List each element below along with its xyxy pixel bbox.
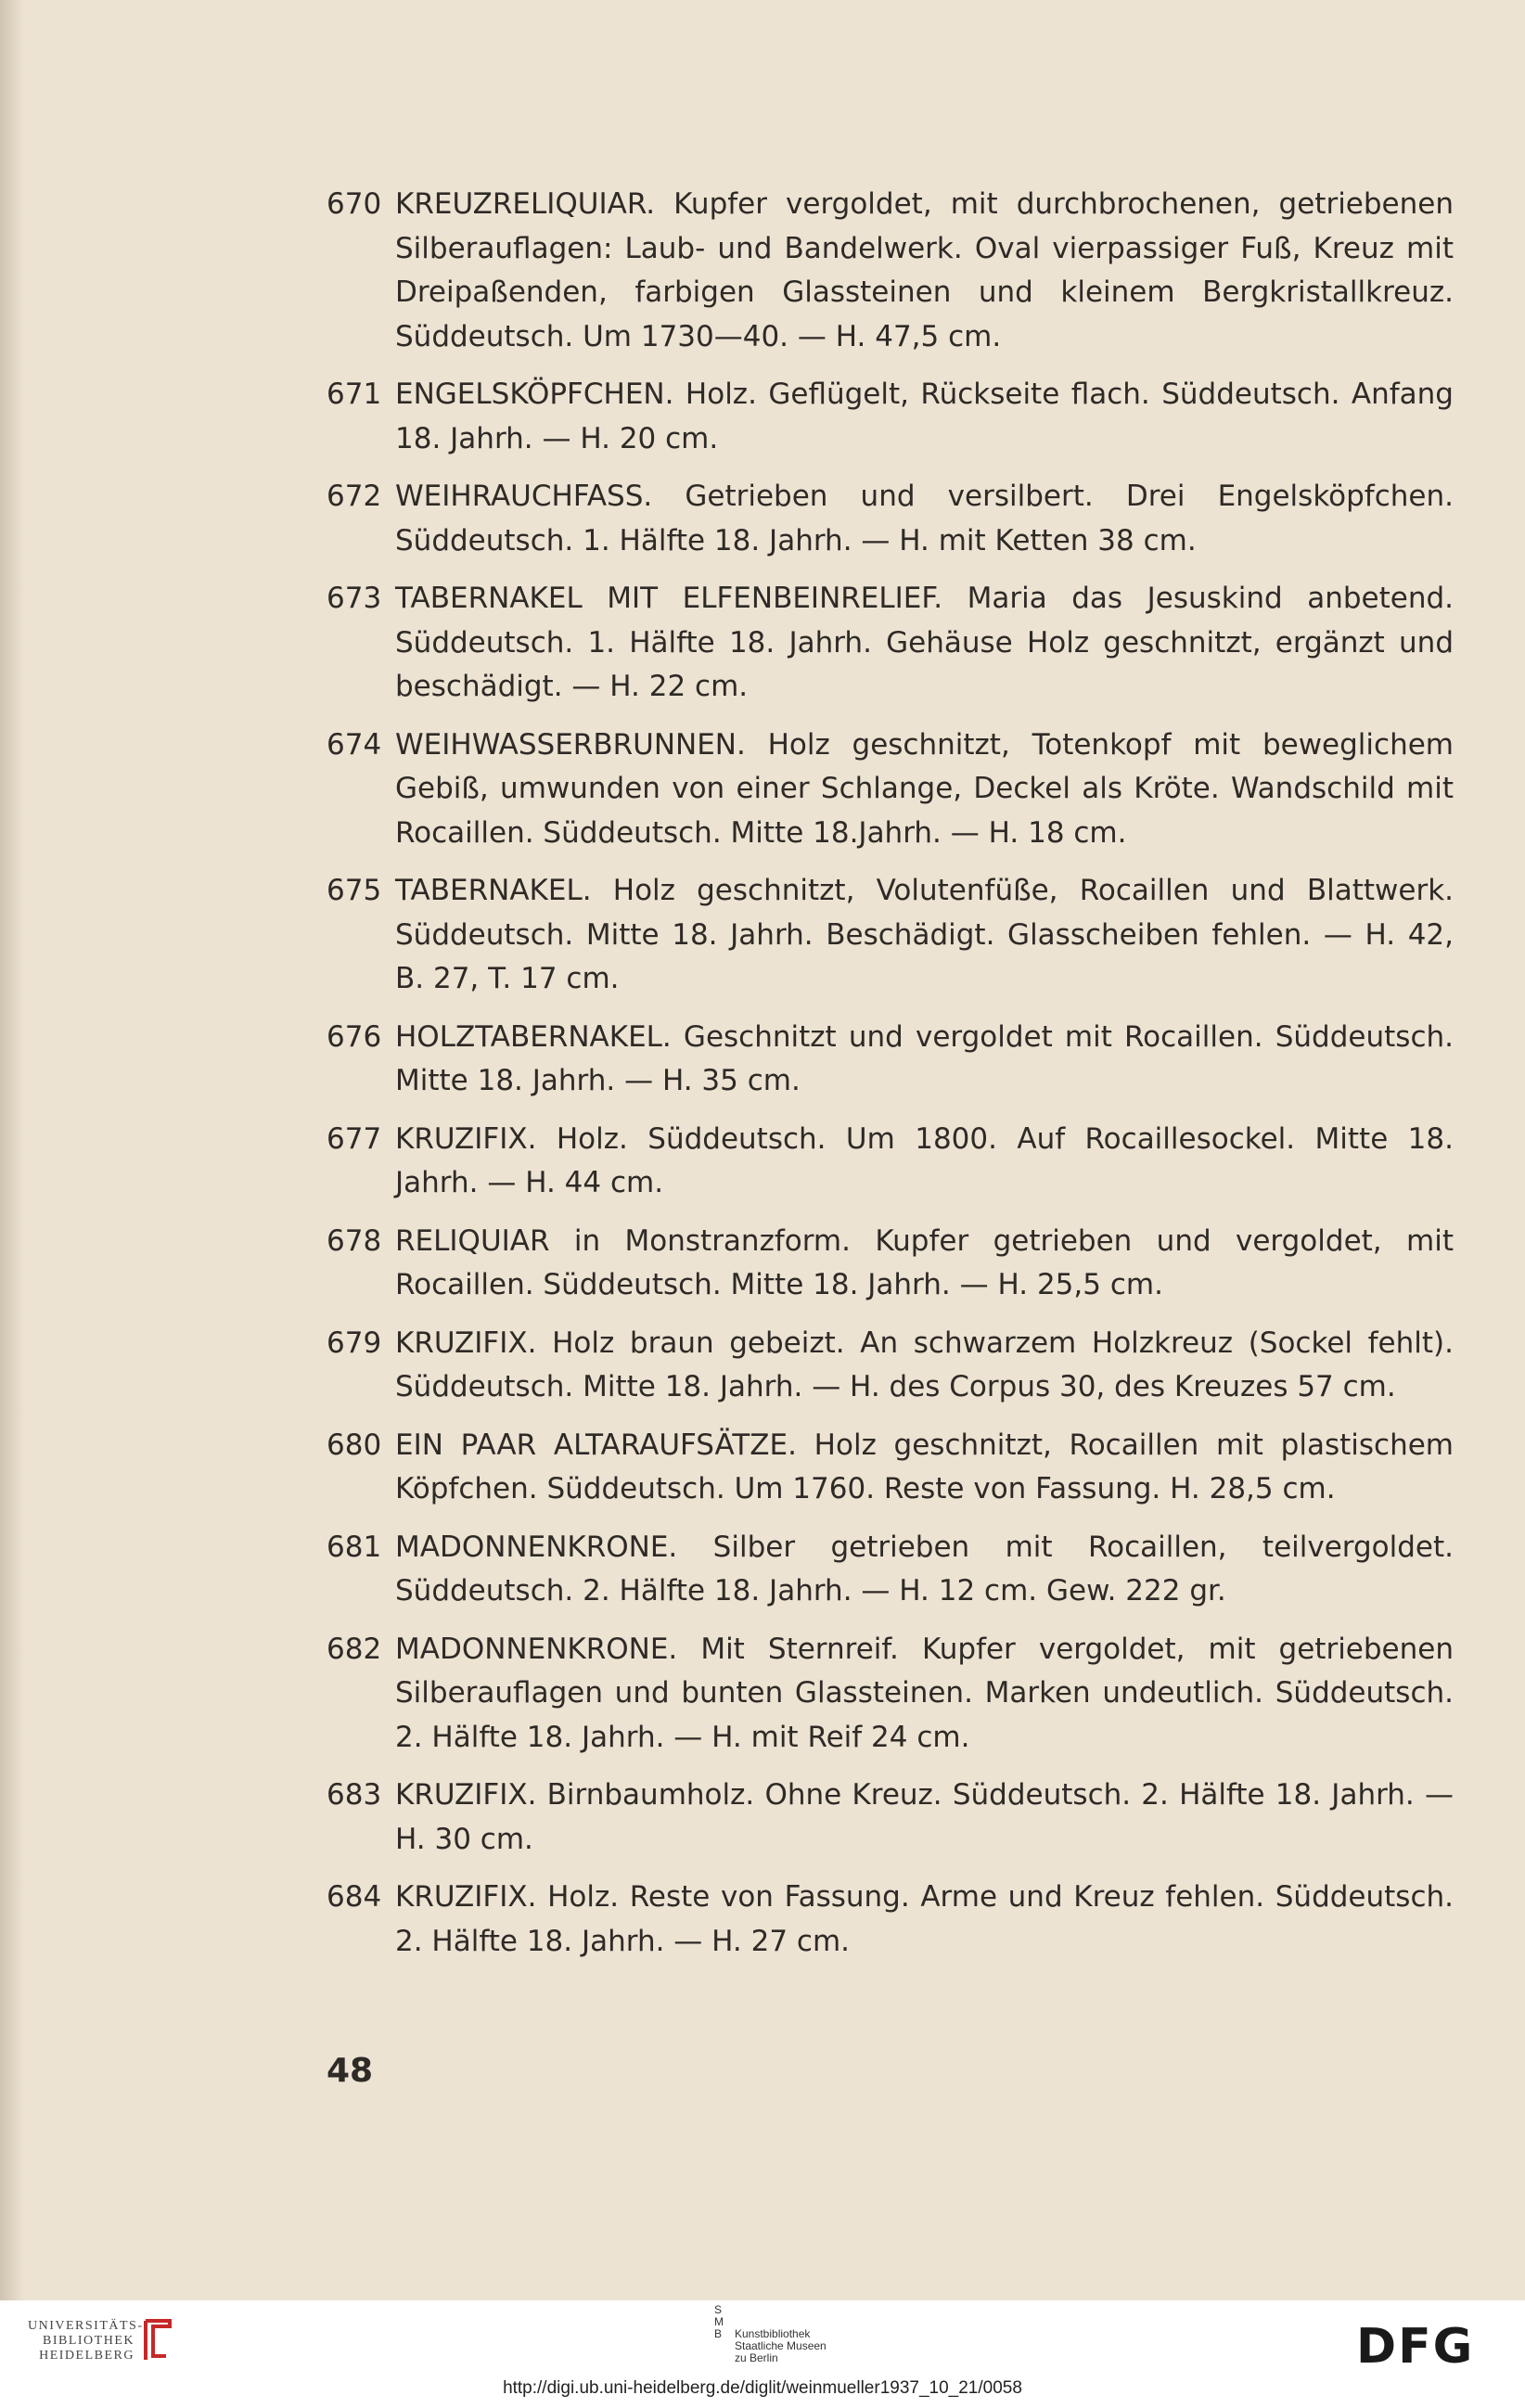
page-number: 48 [327, 2052, 374, 2090]
entry-number: 684 [327, 1880, 382, 1914]
entry-number: 670 [327, 187, 382, 221]
page-edge-shadow [0, 0, 24, 2300]
catalog-entry [327, 183, 1454, 359]
catalog-entry [327, 1016, 1454, 1104]
heidelberg-logo-icon [142, 2313, 175, 2363]
catalog-entry [327, 1220, 1454, 1308]
entry-text: KREUZRELIQUIAR. Kupfer vergoldet, mit durchbrochenen, getriebenen Silberauflagen: Laub- und Bandelwerk. Oval vierpassiger Fuß, Kreuz mit Dreipaßenden, farbigen Glassteinen und kleinem Bergkristallkreuz. Süddeutsch. Um 1730—40. — H. 47,5 cm. [395, 187, 1454, 353]
entry-text: EIN PAAR ALTARAUFSÄTZE. Holz geschnitzt, Rocaillen mit plastischem Köpfchen. Süddeutsch. Um 1760. Reste von Fassung. H. 28,5 cm. [395, 1428, 1454, 1505]
entry-number: 679 [327, 1326, 382, 1360]
dfg-logo: DFG [1356, 2319, 1475, 2375]
entry-number: 682 [327, 1632, 382, 1666]
smb-line-1: Kunstbibliothek [735, 2327, 811, 2340]
footer-url-link[interactable]: http://digi.ub.uni-heidelberg.de/diglit/weinmueller1937_10_21/0058 [503, 2378, 1022, 2398]
heidelberg-university-library-logo-text [28, 2319, 144, 2363]
entry-number: 673 [327, 582, 382, 615]
entry-text: TABERNAKEL. Holz geschnitzt, Volutenfüße, Rocaillen und Blattwerk. Süddeutsch. Mitte 18. Jahrh. Beschädigt. Glasscheiben fehlen. — H. 42, B. 27, T. 17 cm. [395, 874, 1454, 995]
entry-number: 681 [327, 1530, 382, 1564]
university-line-3: HEIDELBERG [39, 2349, 135, 2363]
entry-number: 675 [327, 874, 382, 907]
entry-text: KRUZIFIX. Holz. Reste von Fassung. Arme und Kreuz fehlen. Süddeutsch. 2. Hälfte 18. Jahrh. — H. 27 cm. [395, 1880, 1454, 1958]
entry-text: RELIQUIAR in Monstranzform. Kupfer getrieben und vergoldet, mit Rocaillen. Süddeutsch. Mitte 18. Jahrh. — H. 25,5 cm. [395, 1223, 1454, 1301]
entry-number: 671 [327, 378, 382, 411]
catalog-entry [327, 475, 1454, 563]
entry-text: WEIHRAUCHFASS. Getrieben und versilbert. Drei Engelsköpfchen. Süddeutsch. 1. Hälfte 18. Jahrh. — H. mit Ketten 38 cm. [395, 480, 1454, 557]
entry-text: TABERNAKEL MIT ELFENBEINRELIEF. Maria das Jesuskind anbetend. Süddeutsch. 1. Hälfte 18. Jahrh. Gehäuse Holz geschnitzt, ergänzt und beschädigt. — H. 22 cm. [395, 582, 1454, 703]
entry-text: KRUZIFIX. Holz braun gebeizt. An schwarzem Holzkreuz (Sockel fehlt). Süddeutsch. Mitte 18. Jahrh. — H. des Corpus 30, des Kreuzes 57 cm. [395, 1326, 1454, 1403]
smb-letter-m: M [714, 2315, 724, 2328]
entry-number: 678 [327, 1223, 382, 1258]
entry-number: 674 [327, 727, 382, 762]
catalog-entry [327, 724, 1454, 856]
catalog-entry [327, 577, 1454, 710]
catalog-entry [327, 869, 1454, 1002]
university-line-1: UNIVERSITÄTS- [28, 2319, 144, 2333]
catalog-entry [327, 1322, 1454, 1410]
entry-text: KRUZIFIX. Holz. Süddeutsch. Um 1800. Auf Rocaillesockel. Mitte 18. Jahrh. — H. 44 cm. [395, 1121, 1454, 1199]
entry-text: ENGELSKÖPFCHEN. Holz. Geflügelt, Rückseite flach. Süddeutsch. Anfang 18. Jahrh. — H. 20 cm. [395, 378, 1454, 455]
catalog-entry [327, 1628, 1454, 1761]
entry-text: WEIHWASSERBRUNNEN. Holz geschnitzt, Totenkopf mit beweglichem Gebiß, umwunden von einer Schlange, Deckel als Kröte. Wandschild mit Rocaillen. Süddeutsch. Mitte 18.Jahrh. — H. 18 cm. [395, 727, 1454, 850]
entry-text: HOLZTABERNAKEL. Geschnitzt und vergoldet mit Rocaillen. Süddeutsch. Mitte 18. Jahrh. — H. 35 cm. [395, 1019, 1454, 1097]
entry-number: 683 [327, 1778, 382, 1812]
entry-text: KRUZIFIX. Birnbaumholz. Ohne Kreuz. Süddeutsch. 2. Hälfte 18. Jahrh. — H. 30 cm. [395, 1778, 1454, 1856]
catalog-entry [327, 373, 1454, 461]
entry-number: 672 [327, 480, 382, 513]
catalog-entry [327, 1876, 1454, 1964]
catalog-entry [327, 1424, 1454, 1512]
smb-kunstbibliothek-logo [714, 2304, 827, 2364]
smb-line-2: Staatliche Museen [735, 2339, 827, 2352]
smb-letter-b: B [714, 2327, 723, 2340]
catalog-entry [327, 1118, 1454, 1206]
entry-text: MADONNENKRONE. Silber getrieben mit Rocaillen, teilvergoldet. Süddeutsch. 2. Hälfte 18. Jahrh. — H. 12 cm. Gew. 222 gr. [395, 1530, 1454, 1607]
catalog-entries [327, 183, 1454, 1978]
university-line-2: BIBLIOTHEK [43, 2334, 135, 2348]
smb-line-3: zu Berlin [735, 2351, 778, 2364]
entry-number: 680 [327, 1428, 382, 1462]
entry-text: MADONNENKRONE. Mit Sternreif. Kupfer vergoldet, mit getriebenen Silberauflagen und bunten Glassteinen. Marken undeutlich. Süddeutsch. 2. Hälfte 18. Jahrh. — H. mit Reif 24 cm. [395, 1632, 1454, 1754]
catalog-entry [327, 1774, 1454, 1862]
entry-number: 677 [327, 1121, 382, 1156]
smb-letter-s: S [714, 2303, 723, 2316]
entry-number: 676 [327, 1019, 382, 1054]
catalog-entry [327, 1526, 1454, 1614]
